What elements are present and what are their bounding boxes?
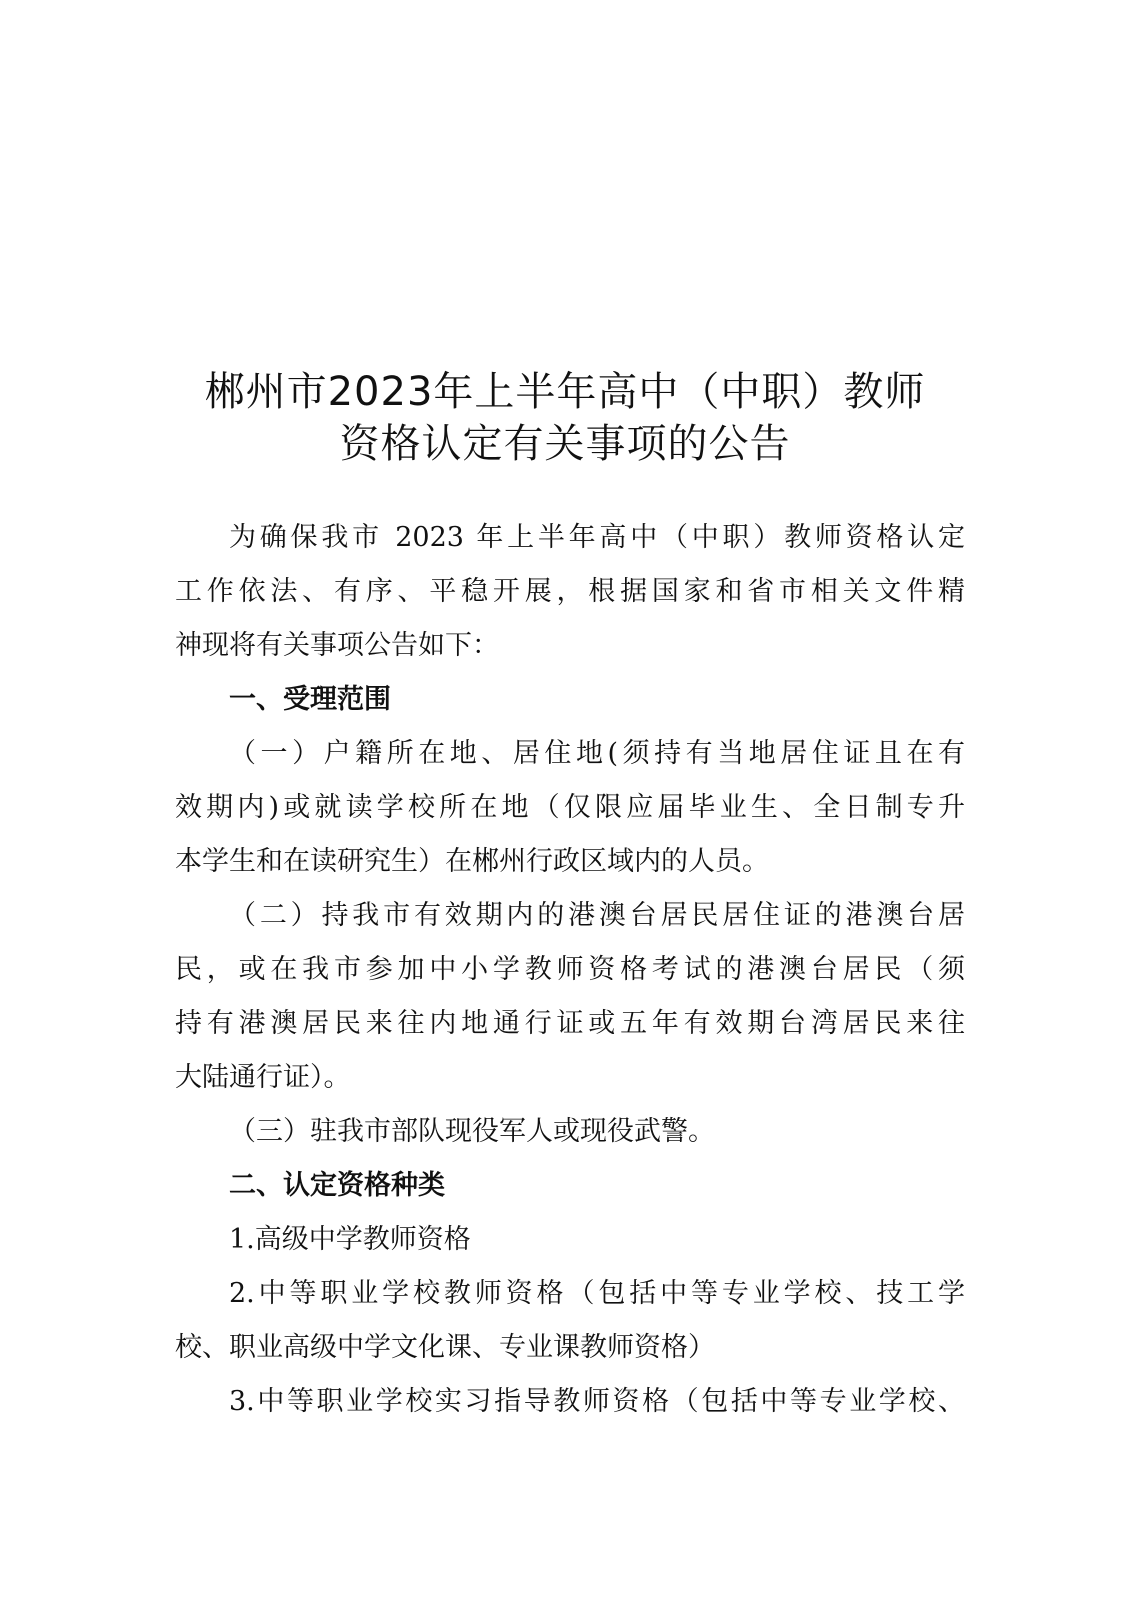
scope-item-2-line-1: （二）持我市有效期内的港澳台居民居住证的港澳台居 (229, 900, 965, 931)
scope-item-3: （三）驻我市部队现役军人或现役武警。 (229, 1116, 715, 1147)
scope-item-2-line-2: 民，或在我市参加中小学教师资格考试的港澳台居民（须 (175, 954, 965, 985)
scope-item-1-line-1: （一）户籍所在地、居住地(须持有当地居住证且在有 (229, 738, 965, 769)
scope-item-1-line-2: 效期内)或就读学校所在地（仅限应届毕业生、全日制专升 (175, 792, 965, 823)
scope-item-2-line-3: 持有港澳居民来往内地通行证或五年有效期台湾居民来往 (175, 1008, 965, 1039)
type-item-1: 1.高级中学教师资格 (229, 1224, 471, 1255)
document-title-line-1: 郴州市2023年上半年高中（中职）教师 (204, 369, 926, 415)
section-heading-scope: 一、受理范围 (229, 684, 391, 715)
section-heading-types: 二、认定资格种类 (229, 1170, 445, 1201)
intro-paragraph-line-1: 为确保我市 2023 年上半年高中（中职）教师资格认定 (229, 522, 965, 553)
type-item-3-line-1: 3.中等职业学校实习指导教师资格（包括中等专业学校、 (229, 1386, 965, 1417)
intro-paragraph-line-2: 工作依法、有序、平稳开展，根据国家和省市相关文件精 (175, 576, 965, 607)
scope-item-2-line-4: 大陆通行证）。 (175, 1062, 351, 1093)
type-item-2-line-2: 校、职业高级中学文化课、专业课教师资格） (175, 1332, 715, 1363)
scope-item-1-line-3: 本学生和在读研究生）在郴州行政区域内的人员。 (175, 846, 769, 877)
intro-paragraph-line-3: 神现将有关事项公告如下： (175, 630, 499, 661)
document-title-line-2: 资格认定有关事项的公告 (339, 421, 791, 467)
type-item-2-line-1: 2.中等职业学校教师资格（包括中等专业学校、技工学 (229, 1278, 965, 1309)
